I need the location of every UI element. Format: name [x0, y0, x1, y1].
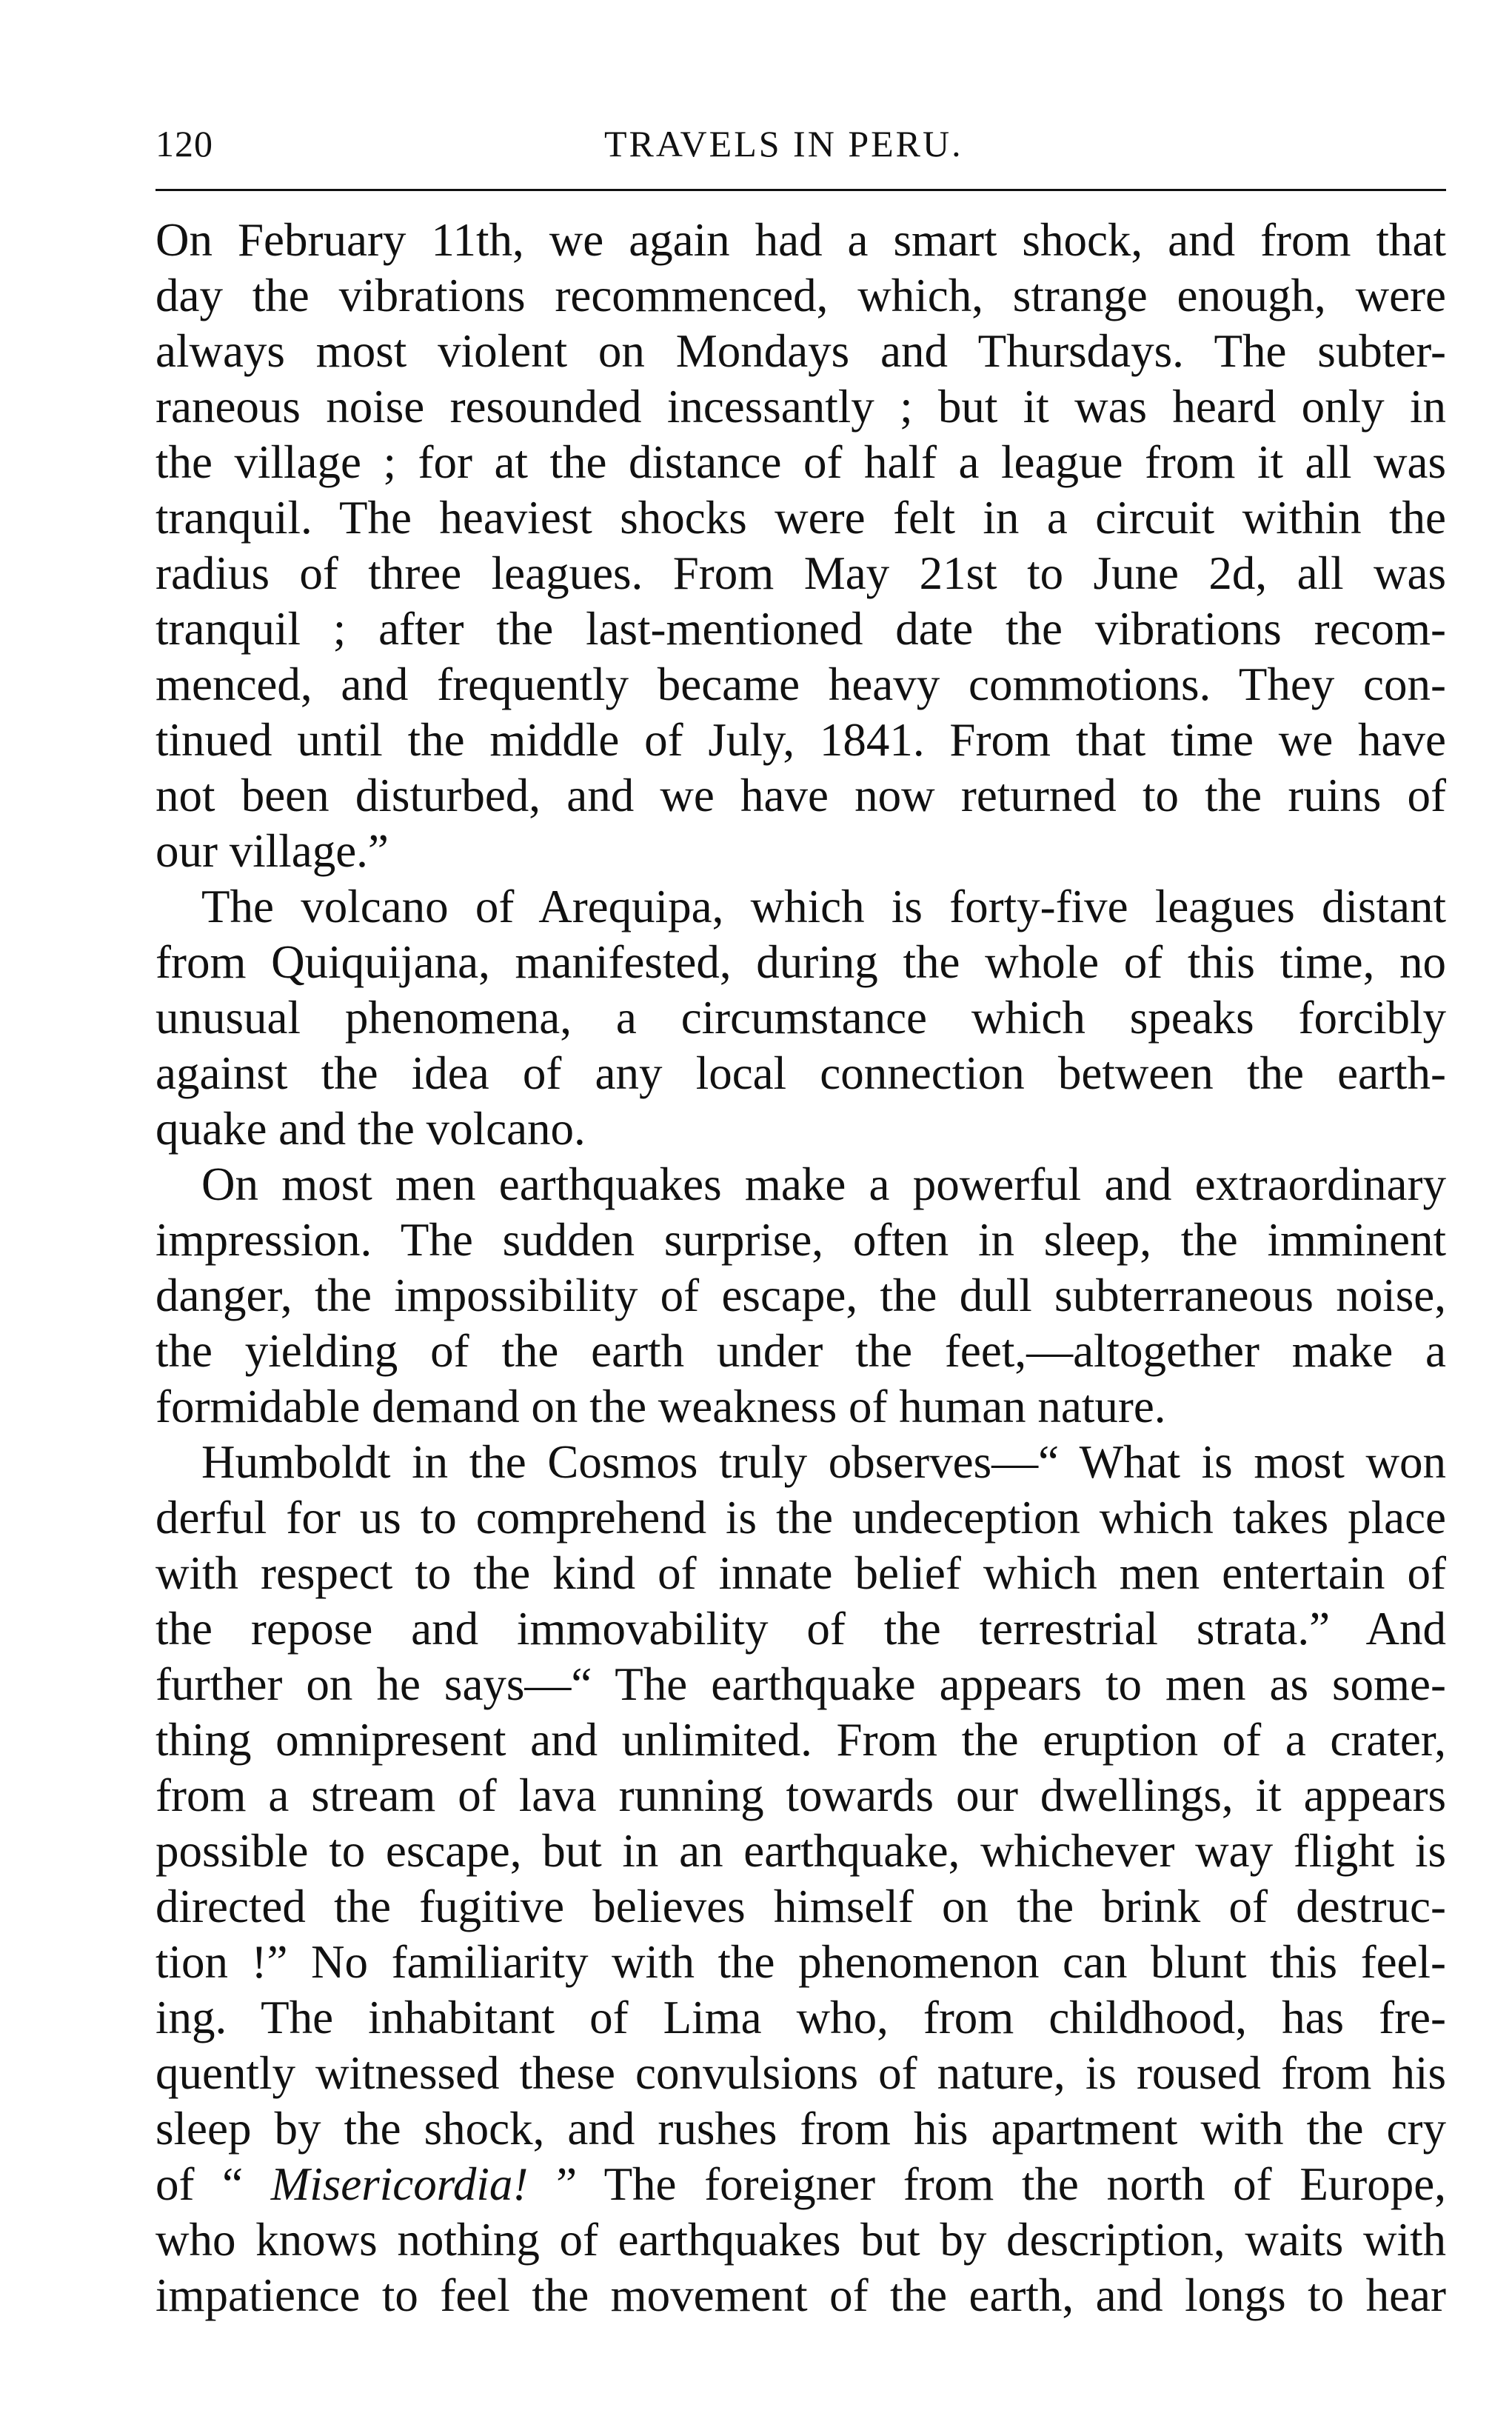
text-line: tinued until the middle of July, 1841. From that time we have: [155, 714, 1446, 766]
text-line: sleep by the shock, and rushes from his apartment with the cry: [155, 2103, 1446, 2155]
text-line: formidable demand on the weakness of human nature.: [155, 1381, 1166, 1432]
text-line: not been disturbed, and we have now returned to the ruins of: [155, 770, 1446, 821]
text-line: who knows nothing of earthquakes but by description, waits with: [155, 2214, 1446, 2266]
italic-term: Misericordia!: [270, 2158, 529, 2210]
paragraph: [155, 1435, 1446, 2323]
text-line: tranquil ; after the last-mentioned date the vibrations recom-: [155, 603, 1446, 655]
text-line: On February 11th, we again had a smart shock, and from that: [155, 214, 1446, 266]
text-line: The volcano of Arequipa, which is forty-five leagues distant: [201, 881, 1446, 932]
text-line: impression. The sudden surprise, often in sleep, the imminent: [155, 1214, 1446, 1266]
paragraph: [155, 213, 1446, 879]
paragraph: [155, 879, 1446, 1157]
running-header: [155, 123, 1446, 164]
text-line-misericordia: [155, 2157, 1446, 2212]
text-line: with respect to the kind of innate belief which men entertain of: [155, 1547, 1446, 1599]
text-line: danger, the impossibility of escape, the dull subterraneous noise,: [155, 1269, 1446, 1321]
text-line: impatience to feel the movement of the earth, and longs to hear: [155, 2269, 1446, 2321]
text-line: radius of three leagues. From May 21st to June 2d, all was: [155, 547, 1446, 599]
text-line: tion !” No familiarity with the phenomenon can blunt this feel-: [155, 1936, 1446, 1988]
text-line: quake and the volcano.: [155, 1103, 586, 1155]
text-line: the repose and immovability of the terrestrial strata.” And: [155, 1603, 1446, 1655]
text-line: menced, and frequently became heavy commotions. They con-: [155, 658, 1446, 710]
text-line: the yielding of the earth under the feet,—altogether make a: [155, 1325, 1446, 1377]
text-segment: ” The foreigner from the north of Europe,: [528, 2158, 1446, 2210]
text-line: from a stream of lava running towards our dwellings, it appears: [155, 1769, 1446, 1821]
text-line: thing omnipresent and unlimited. From the eruption of a crater,: [155, 1714, 1446, 1766]
text-line: against the idea of any local connection between the earth-: [155, 1047, 1446, 1099]
text-line: Humboldt in the Cosmos truly observes—“ What is most won: [201, 1436, 1446, 1488]
text-line: the village ; for at the distance of half a league from it all was: [155, 436, 1446, 488]
paragraph: [155, 1157, 1446, 1435]
text-line: quently witnessed these convulsions of nature, is roused from his: [155, 2047, 1446, 2099]
page-number: 120: [155, 123, 213, 164]
text-line: derful for us to comprehend is the undeception which takes place: [155, 1492, 1446, 1544]
text-segment: of “: [155, 2158, 271, 2210]
text-line: always most violent on Mondays and Thursdays. The subter-: [155, 325, 1446, 377]
text-line: further on he says—“ The earthquake appears to men as some-: [155, 1658, 1446, 1710]
text-line: tranquil. The heaviest shocks were felt in a circuit within the: [155, 492, 1446, 544]
text-line: unusual phenomena, a circumstance which speaks forcibly: [155, 992, 1446, 1044]
text-line: directed the fugitive believes himself on the brink of destruc-: [155, 1881, 1446, 1932]
text-line: from Quiquijana, manifested, during the whole of this time, no: [155, 936, 1446, 988]
body-text: [155, 213, 1446, 2323]
text-line: ing. The inhabitant of Lima who, from childhood, has fre-: [155, 1992, 1446, 2043]
text-line: day the vibrations recommenced, which, strange enough, were: [155, 270, 1446, 321]
text-line: possible to escape, but in an earthquake, whichever way flight is: [155, 1825, 1446, 1877]
text-line: On most men earthquakes make a powerful and extraordinary: [201, 1158, 1446, 1210]
text-line: our village.”: [155, 825, 389, 877]
running-title: TRAVELS IN PERU.: [604, 123, 963, 164]
header-rule: [155, 189, 1446, 191]
text-line: raneous noise resounded incessantly ; but it was heard only in: [155, 381, 1446, 433]
